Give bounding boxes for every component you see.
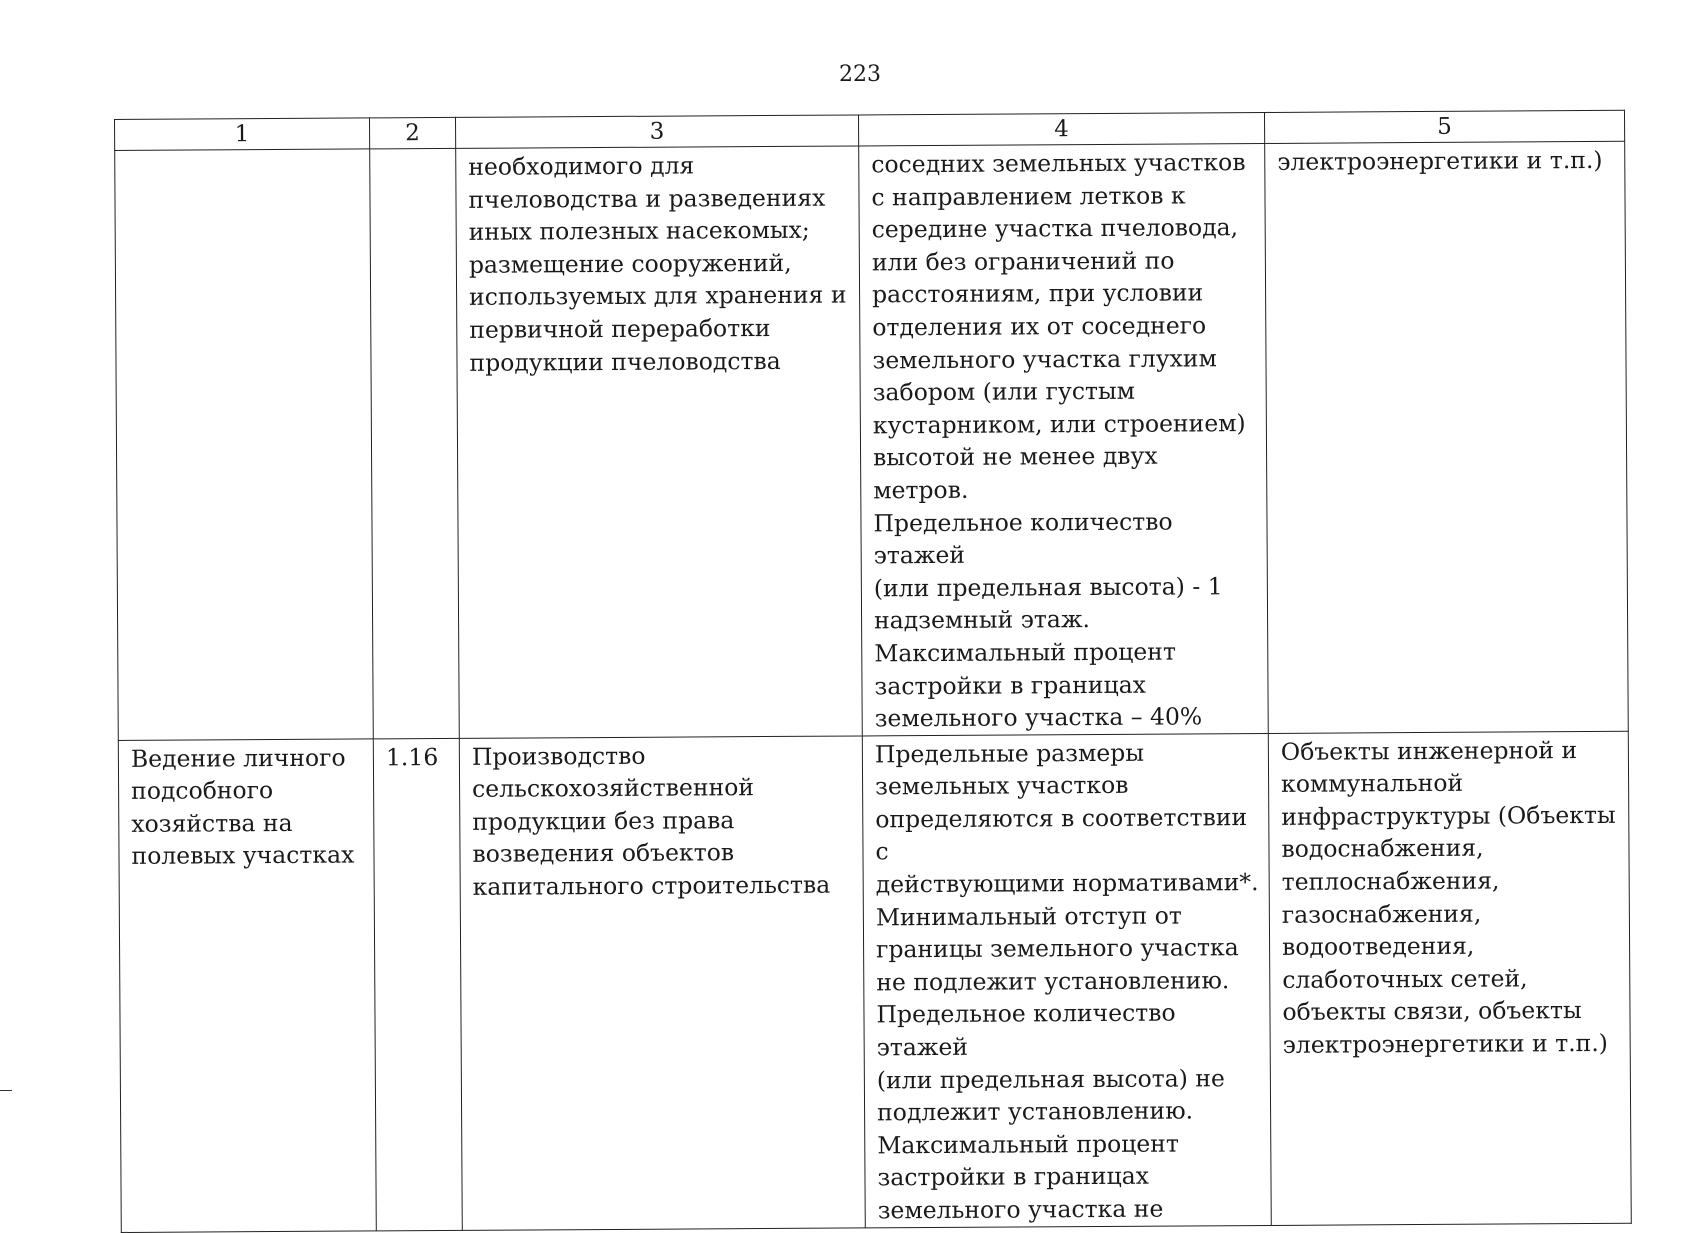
cell-text: необходимого для пчеловодства и разведениях иных полезных насекомых; размещение сооружений, используемых для хранения и первичной переработки продукции пчеловодства (468, 149, 849, 379)
cell-description (456, 146, 863, 738)
cell-text: 1.16 (386, 741, 449, 774)
cell-parameters (859, 143, 1269, 735)
page-number: 223 (0, 62, 1697, 87)
column-header-1: 1 (115, 118, 370, 151)
zoning-table (114, 110, 1632, 1233)
cell-text: Производство сельскохозяйственной продукции без права возведения объектов капитального строительства (472, 738, 853, 903)
column-header-5: 5 (1264, 110, 1624, 143)
cell-infrastructure (1268, 731, 1631, 1225)
cell-use-name (118, 739, 376, 1232)
column-header-2: 2 (369, 117, 455, 149)
cell-description (459, 736, 865, 1230)
cell-text: Ведение личного подсобного хозяйства на полевых участках (131, 741, 364, 873)
cell-parameters (862, 733, 1271, 1227)
table-row (118, 731, 1631, 1232)
cell-text: соседних земельных участков с направлением летков к середине участка пчеловода, или без ограничений по расстояниям, при условии отделения их от соседнего земельного участка глухим забором (или густым кустарником, или строением) высотой не менее двух метров. Предельное количество этажей (или предельная высота) - 1 надземный этаж. Максимальный процент застройки в границах земельного участка – 40% (871, 146, 1258, 735)
cell-text: Объекты инженерной и коммунальной инфраструктуры (Объекты водоснабжения, теплоснабжения, газоснабжения, водоотведения, слаботочных сетей, объекты связи, объекты электроэнергетики и т.п.) (1281, 734, 1620, 1062)
cell-text (127, 152, 359, 153)
cell-code (373, 738, 462, 1230)
column-header-3: 3 (455, 115, 858, 148)
cell-infrastructure (1265, 141, 1629, 733)
cell-text: Предельные размеры земельных участков определяются в соответствии с действующими нормативами*. Минимальный отступ от границы земельного участка не подлежит установлению. Предельное количество этажей (или предельная высота) не подлежит установлению. Максимальный процент застройки в границах земельного участка не (875, 736, 1261, 1227)
cell-use-name (115, 149, 374, 740)
column-header-4: 4 (858, 112, 1264, 145)
cell-text: электроэнергетики и т.п.) (1277, 144, 1614, 179)
cell-code (370, 148, 460, 738)
table-row (115, 141, 1629, 740)
margin-mark (0, 1090, 12, 1091)
